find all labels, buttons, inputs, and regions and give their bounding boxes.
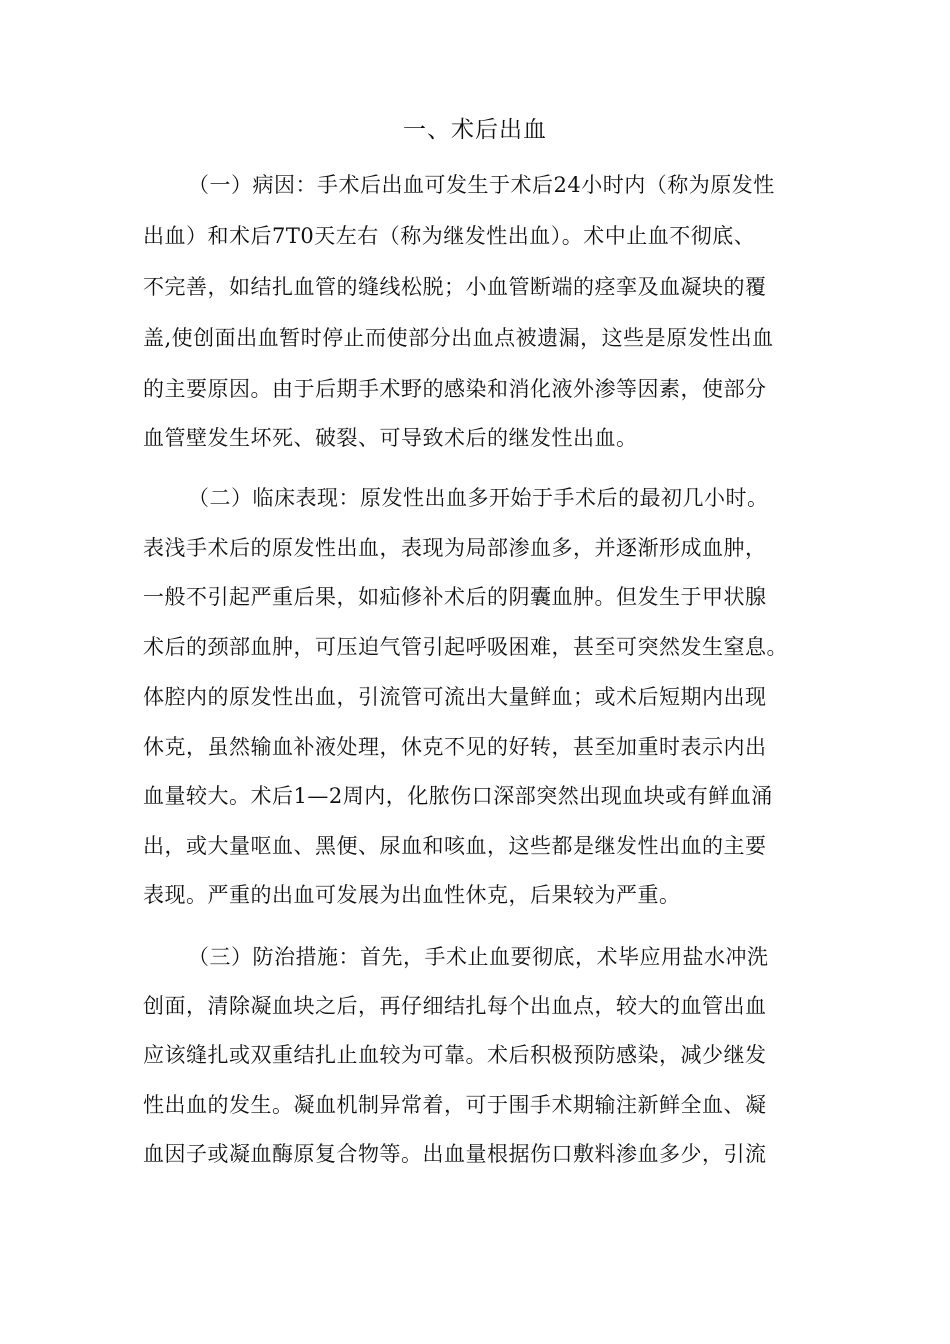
section-1-line-4: 盖,使创面出血暂时停止而使部分出血点被遗漏，这些是原发性出血: [143, 326, 774, 350]
section-1-line-2: 出血）和术后7T0天左右（称为继发性出血）。术中止血不彻底、: [143, 224, 756, 248]
section-1-line-5: 的主要原因。由于后期手术野的感染和消化液外渗等因素，使部分: [143, 377, 767, 401]
page-title: 一、术后出血: [403, 117, 547, 143]
section-2-line-2: 表浅手术后的原发性出血，表现为局部渗血多，并逐渐形成血肿，: [143, 536, 767, 560]
section-3-line-2: 创面，清除凝血块之后，再仔细结扎每个出血点，较大的血管出血: [143, 994, 767, 1018]
section-2-line-3: 一般不引起严重后果，如疝修补术后的阴囊血肿。但发生于甲状腺: [143, 585, 767, 609]
section-2-line-9: 表现。严重的出血可发展为出血性休克，后果较为严重。: [143, 883, 681, 907]
section-1-line-3: 不完善，如结扎血管的缝线松脱；小血管断端的痉挛及血凝块的覆: [143, 275, 767, 299]
section-2-line-5: 体腔内的原发性出血，引流管可流出大量鲜血；或术后短期内出现: [143, 685, 767, 709]
section-3-line-3: 应该缝扎或双重结扎止血较为可靠。术后积极预防感染，减少继发: [143, 1043, 767, 1067]
section-1-line-1: （一）病因：手术后出血可发生于术后24小时内（称为原发性: [188, 173, 775, 197]
section-2-line-7: 血量较大。术后1—2周内，化脓伤口深部突然出现血块或有鲜血涌: [143, 784, 773, 808]
section-1-line-6: 血管壁发生坏死、破裂、可导致术后的继发性出血。: [143, 426, 638, 450]
section-3-line-4: 性出血的发生。凝血机制异常着，可于围手术期输注新鲜全血、凝: [143, 1093, 767, 1117]
section-2-line-6: 休克，虽然输血补液处理，休克不见的好转，甚至加重时表示内出: [143, 735, 767, 759]
section-3-line-5: 血因子或凝血酶原复合物等。出血量根据伤口敷料渗血多少，引流: [143, 1142, 767, 1166]
section-2-line-8: 出，或大量呕血、黑便、尿血和咳血，这些都是继发性出血的主要: [143, 834, 767, 858]
section-3-line-1: （三）防治措施：首先，手术止血要彻底，术毕应用盐水冲洗: [188, 945, 769, 969]
section-2-line-1: （二）临床表现：原发性出血多开始于手术后的最初几小时。: [188, 486, 769, 510]
section-2-line-4: 术后的颈部血肿，可压迫气管引起呼吸困难，甚至可突然发生窒息。: [143, 635, 788, 659]
